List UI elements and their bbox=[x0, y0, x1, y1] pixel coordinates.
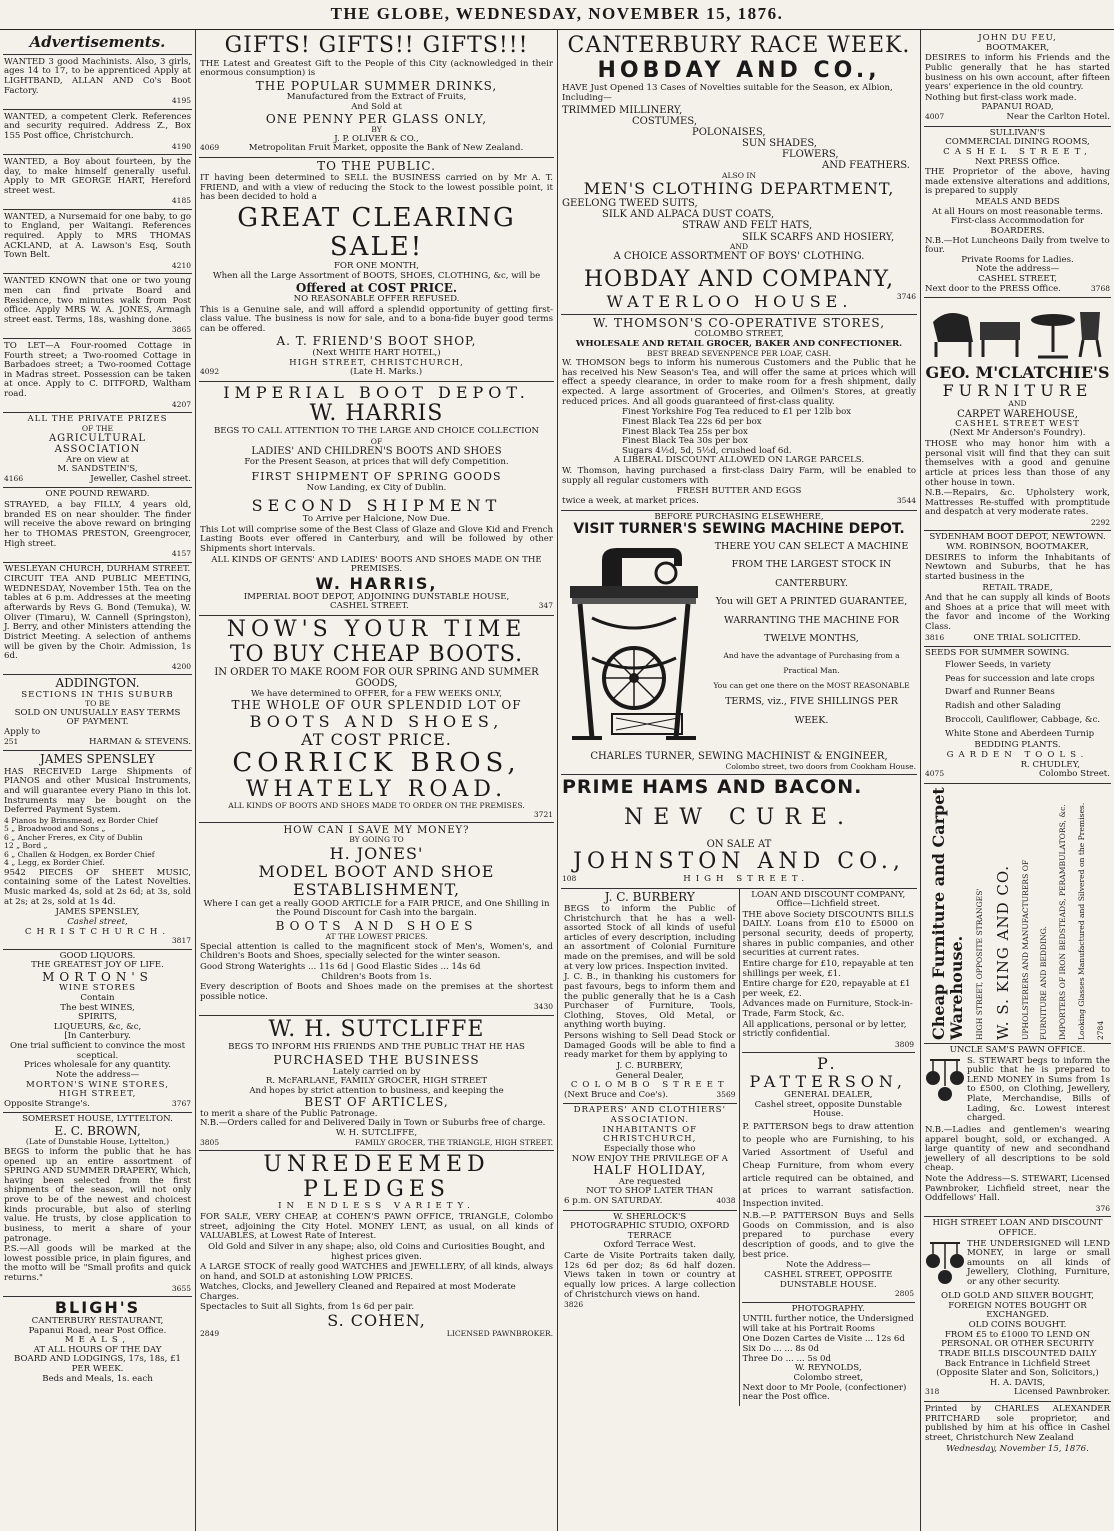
ad-hobday: CANTERBURY RACE WEEK. HOBDAY AND CO., HAVE Just Opened 13 Cases of Novelties suitable for the Season, ex Albion, Including— TRIMMED MILLINERY, COSTUMES, POLONAISES, SUN SHADES, FLOWERS, AND FEATHERS. ALSO IN MEN'S CLOTHING DEPARTMENT, GEELONG TWEED SUITS, SILK AND ALPACA DUST COATS, STRAW AND FELT HATS, SILK SCARFS AND HOSIERY, AND A CHOICE ASSORTMENT OF BOYS' CLOTHING. HOBDAY AND COMPANY, WATERLOO HOUSE. 3746 bbox=[561, 32, 917, 315]
ad-prizes: ALL THE PRIVATE PRIZES OF THE AGRICULTURAL ASSOCIATION Are on view at M. SANDSTEIN'S, 4166 Jeweller, Cashel street. bbox=[3, 413, 192, 488]
ad-mortons: GOOD LIQUORS. THE GREATEST JOY OF LIFE. MORTON'S WINE STORES Contain The best WINES, SPIRITS, LIQUEURS, &c, &c, [In Canterbury. One trial sufficient to convince the most sceptical. Prices wholesale for any quantity. Note the address— MORTON'S WINE STORES, HIGH STREET, Opposite Strange's. 3767 bbox=[3, 950, 192, 1114]
ad-brown: SOMERSET HOUSE, LYTTELTON. E. C. BROWN, (Late of Dunstable House, Lyttelton,) BEGS to inform the public that he has opened up an entire assortment of SPRING AND SUMMER DRAPERY, Which, having been selected from the first shipments of the season, will not only prove to be of the newest and choicest kinds procurable, but also of sterling value. He trusts, by close application to business, to merit a share of your patronage. P.S.—All goods will be marked at the lowest possible price, in plain figures, and the motto will be "Small profits and quick returns." 3655 bbox=[3, 1113, 192, 1297]
ad-friend: TO THE PUBLIC. IT having been determined to SELL the BUSINESS carried on by Mr A. T. FRIEND, and with a view of reducing the Stock to the lowest possible point, it has been decided to hold a GREAT CLEARING SALE! FOR ONE MONTH, When all the Large Assortment of BOOTS, SHOES, CLOTHING, &c, will be Offered at COST PRICE. NO REASONABLE OFFER REFUSED. This is a Genuine sale, and will afford a splendid opportunity of getting first-class value. The business is now for sale, and to a bona-fide buyer good terms can be offered. A. T. FRIEND'S BOOT SHOP, (Next WHITE HART HOTEL,) HIGH STREET, CHRISTCHURCH, 4092 (Late H. Marks.) bbox=[199, 158, 554, 382]
ad-machinists: WANTED 3 good Machinists. Also, 3 girls, ages 14 to 17, to be apprenticed Apply at LIGHTBAND, ALLAN AND Co's Boot Factory. 4195 bbox=[3, 55, 192, 110]
ad-drapers: DRAPERS' AND CLOTHIERS' ASSOCIATION. INHABITANTS OF CHRISTCHURCH, Especially those who NOW ENJOY THE PRIVILEGE OF A HALF HOLIDAY, Are requested NOT TO SHOP LATER THAN 6 p.m. ON SATURDAY. 4038 bbox=[563, 1104, 737, 1210]
ad-cohen: UNREDEEMED PLEDGES IN ENDLESS VARIETY. FOR SALE, VERY CHEAP, at COHEN'S PAWN OFFICE, TRIANGLE, Colombo street, adjoining the City Hotel. MONEY LENT, as usual, on all kinds of VALUABLES, at Lowest Rate of Interest. Old Gold and Silver in any shape; also, old Coins and Curiosities Bought, and highest prices given. A LARGE STOCK of really good WATCHES and JEWELLERY, of all kinds, always on hand, and SOLD at astonishing LOW PRICES. Watches, Clocks, and Jewellery Cleaned and Repaired at most Moderate Charges. Spectacles to Suit all Sights, from 1s 6d per pair. S. COHEN, 2849 LICENSED PAWNBROKER. bbox=[200, 1152, 553, 1339]
clothing-list: GEELONG TWEED SUITS, SILK AND ALPACA DUST COATS, STRAW AND FELT HATS, SILK SCARFS AND HOSIERY, bbox=[562, 198, 895, 243]
advertisements-header: Advertisements. bbox=[3, 32, 192, 55]
ad-king: Cheap Furniture and Carpet Warehouse. HIGH STREET, OPPOSITE STRANGES' W. S. KING AND CO. UPHOLSTERERS AND MANUFACTURERS OF FURNITURE AND BEDDING. IMPORTERS OF IRON BEDSTEADS, PERAMBULATORS, &c. Looking Glasses Manufactured and Silvered on the Premises. 2784 bbox=[924, 784, 1111, 1044]
ad-burbery: J. C. BURBERY BEGS to inform the Public of Christchurch that he has a well-assorted Stock of all kinds of useful articles of every description, including an assortment of Colonial Furniture made on the premises, and will be sold at very low prices. Inspection invited. J. C. B., in thanking his customers for past favours, begs to inform them and the public generally that he is a Cash Purchaser of Furniture, Tools, Clothing, Stoves, Old Metal, or anything worth buying. Persons wishing to Sell Dead Stock or Damaged Goods will be able to find a ready market for them by applying to J. C. BURBERY, General Dealer, COLOMBO STREET (Next Bruce and Coe's). 3569 bbox=[563, 889, 737, 1105]
ad-blighs: BLIGH'S CANTERBURY RESTAURANT, Papanui Road, near Post Office. MEALS, AT ALL HOURS OF THE DAY BOARD AND LODGINGS, 17s, 18s, £1 PER WEEK. Beds and Meals, 1s. each bbox=[13, 1298, 182, 1384]
sewing-machine-illustration bbox=[562, 538, 707, 752]
column-4 bbox=[921, 30, 1114, 1531]
column-2 bbox=[196, 30, 558, 1531]
ad-sutcliffe: W. H. SUTCLIFFE BEGS TO INFORM HIS FRIENDS AND THE PUBLIC THAT HE HAS PURCHASED THE BUSINESS Lately carried on by R. McFARLANE, FAMILY GROCER, HIGH STREET And hopes by strict attention to business, and keeping the BEST OF ARTICLES, to merit a share of the Public Patronage. N.B.—Orders called for and Delivered Daily in Town or Suburbs free of charge. W. H. SUTCLIFFE, 3805 FAMILY GROCER, THE TRIANGLE, HIGH STREET. bbox=[199, 1016, 554, 1151]
ad-boy: WANTED, a Boy about fourteen, by the day, to make himself generally useful. Apply to MR GEORGE HART, Hereford street west. 4185 bbox=[3, 155, 192, 210]
tea-price-list: Finest Yorkshire Fog Tea reduced to £1 per 12lb box Finest Black Tea 22s 6d per box Finest Black Tea 25s per box Finest Black Tea 30s per box Sugars 4½d, 5d, 5½d, crushed loaf 6d. bbox=[622, 407, 852, 456]
ad-nursemaid: WANTED, a Nursemaid for one baby, to go to England, per Waitangi. References required. Apply to MRS THOMAS ACKLAND, at A. Lawson's Esq, South Town Belt. 4210 bbox=[3, 210, 192, 275]
masthead: THE GLOBE, WEDNESDAY, NOVEMBER 15, 1876. bbox=[0, 0, 1114, 30]
ad-gifts: GIFTS! GIFTS!! GIFTS!!! THE Latest and Greatest Gift to the People of this City (acknowledged in their enormous consumption) is THE POPULAR SUMMER DRINKS, Manufactured from the Extract of Fruits, And Sold at ONE PENNY PER GLASS ONLY, BY J. P. OLIVER & CO., 4069 Metropolitan Fruit Market, opposite the Bank of New Zealand. bbox=[199, 32, 554, 158]
ad-sullivan: SULLIVAN'S COMMERCIAL DINING ROOMS, CASHEL STREET, Next PRESS Office. THE Proprietor of the above, having made extensive alterations and additions, is prepared to supply MEALS AND BEDS At all Hours on most reasonable terms. First-class Accommodation for BOARDERS. N.B.—Hot Luncheons Daily from twelve to four. Private Rooms for Ladies. Note the address— CASHEL STREET, Next door to the PRESS Office. 3768 bbox=[924, 127, 1111, 299]
column-3 bbox=[558, 30, 921, 1531]
ad-sherlock: W. SHERLOCK'S PHOTOGRAPHIC STUDIO, OXFORD TERRACE Oxford Terrace West. Carte de Visite Portraits taken daily, 12s 6d per doz; 8s 6d half dozen. Views taken in town or country at equally low prices. A large collection of Christchurch views on hand. 3826 bbox=[564, 1211, 736, 1310]
ad-thomson: W. THOMSON'S CO-OPERATIVE STORES, COLOMBO STREET, WHOLESALE AND RETAIL GROCER, BAKER AND CONFECTIONER. BEST BREAD SEVENPENCE PER LOAF, CASH. W. THOMSON begs to inform his numerous Customers and the Public that he has received his New Season's Tea, and will offer the same at prices which will effect a speedy clearance, in order to make room for a fresh shipment, daily expected. A large assortment of Groceries, and Oilmen's Stores, at greatly reduced prices. And all goods guaranteed of first-class quality. Finest Yorkshire Fog Tea reduced to £1 per 12lb box Finest Black Tea 22s 6d per box Finest Black Tea 25s per box Finest Black Tea 30s per box Sugars 4½d, 5d, 5½d, crushed loaf 6d. A LIBERAL DISCOUNT ALLOWED ON LARGE PARCELS. W. Thomson, having purchased a first-class Dairy Farm, will be enabled to supply all regular customers with FRESH BUTTER AND EGGS twice a week, at market prices. 3544 bbox=[561, 315, 917, 511]
ad-johnston: PRIME HAMS AND BACON. NEW CURE. ON SALE AT JOHNSTON AND CO., 108 HIGH STREET. bbox=[561, 775, 917, 888]
ad-mclatchie: GEO. M'CLATCHIE'S FURNITURE AND CARPET WAREHOUSE, CASHEL STREET WEST (Next Mr Anderson's Foundry). THOSE who may honor him with a personal visit will find that they can suit themselves with a good and genuine article at prices less than those of any other house in town. N.B.—Repairs, &c. Upholstery work, Mattresses Re-stuffed with promptitude and despatch at very moderate rates. 2292 bbox=[924, 298, 1111, 531]
ad-clerk: WANTED, a competent Clerk. References and security required. Address Z., Box 155 Post office, Christchurch. 4190 bbox=[3, 110, 192, 155]
seed-list: Flower Seeds, in variety Peas for succession and late crops Dwarf and Runner Beans Radish and other Salading Broccoli, Cauliflower, Cabbage, &c. White Stone and Aberdeen Turnip bbox=[945, 659, 1101, 739]
ad-patterson: P. PATTERSON, GENERAL DEALER, Cashel street, opposite Dunstable House. P. PATTERSON begs to draw attention to people who are Furnishing, to his Varied Assortment of Useful and Cheap Furniture, from whom every article required can be obtained, and at prices to warrant satisfaction. Inspection invited. N.B.—P. PATTERSON Buys and Sells Goods on Commission, and is also prepared to purchase every description of goods, and to give the best price. Note the Address— CASHEL STREET, OPPOSITE DUNSTABLE HOUSE. 2805 bbox=[742, 1053, 916, 1302]
pawnbroker-balls-icon-2 bbox=[925, 1239, 967, 1293]
ad-chudley: SEEDS FOR SUMMER SOWING. Flower Seeds, in variety Peas for succession and late crops Dwarf and Runner Beans Radish and other Salading Broccoli, Cauliflower, Cabbage, &c. White Stone and Aberdeen Turnip BEDDING PLANTS. GARDEN TOOLS. R. CHUDLEY, 4075 Colombo Street. bbox=[924, 647, 1111, 784]
ad-spensley: JAMES SPENSLEY HAS RECEIVED Large Shipments of PIANOS and other Musical Instruments, and will guarantee every Piano in this lot. Instruments may be bought on the Deferred Payment System. 4 Pianos by Brinsmead, ex Border Chief 5 „ Broadwood and Sons „ 6 „ Ancher Freres, ex City of Dublin 12 „ Bord „ 6 „ Challen & Hodgen, ex Border Chief 4 „ Legg, ex Border Chief. 9542 PIECES OF SHEET MUSIC, containing some of the Latest Novelties. Music marked 4s, sold at 2s 6d; at 3s, sold at 2s; at 2s, sold at 1s 4d. JAMES SPENSLEY, Cashel street, CHRISTCHURCH. 3817 bbox=[3, 751, 192, 949]
ad-corrick: NOW'S YOUR TIME TO BUY CHEAP BOOTS. IN ORDER TO MAKE ROOM FOR OUR SPRING AND SUMMER GOODS, We have determined to OFFER, for a FEW WEEKS ONLY, THE WHOLE OF OUR SPLENDID LOT OF BOOTS AND SHOES, AT COST PRICE. CORRICK BROS, WHATELY ROAD. ALL KINDS OF BOOTS AND SHOES MADE TO ORDER ON THE PREMISES. 3721 bbox=[199, 616, 554, 823]
ad-harris: IMPERIAL BOOT DEPOT. W. HARRIS BEGS TO CALL ATTENTION TO THE LARGE AND CHOICE COLLECTION OF LADIES' AND CHILDREN'S BOOTS AND SHOES For the Present Season, at prices that will defy Competition. FIRST SHIPMENT OF SPRING GOODS Now Landing, ex City of Dublin. SECOND SHIPMENT To Arrive per Halcione, Now Due. This Lot will comprise some of the Best Class of Glaze and Glove Kid and French Lasting Boots ever offered in Canterbury, and will be followed by other Shipments short intervals. ALL KINDS OF GENTS' AND LADIES' BOOTS AND SHOES MADE ON THE PREMISES. W. HARRIS, IMPERIAL BOOT DEPOT, ADJOINING DUNSTABLE HOUSE, CASHEL STREET. 347 bbox=[199, 382, 554, 616]
ad-board: WANTED KNOWN that one or two young men can find private Board and Residence, two minutes walk from Post office. Apply MRS W. A. JONES, Armagh street east. Terms, 18s, washing done. 3865 bbox=[3, 274, 192, 339]
ad-to-let: TO LET—A Four-roomed Cottage in Fourth street; a Two-roomed Cottage in Barbadoes street; a Two-roomed Cottage in Madras street. Possession can be taken at once. Apply to C. DITFORD, Waltham road. 4207 bbox=[3, 339, 192, 413]
pawnbroker-balls-icon bbox=[925, 1056, 967, 1125]
novelty-list: TRIMMED MILLINERY, COSTUMES, POLONAISES, SUN SHADES, FLOWERS, AND FEATHERS. bbox=[562, 104, 910, 172]
ad-davis: HIGH STREET LOAN AND DISCOUNT OFFICE. THE UNDERSIGNED will LEND MONEY, in large or small amounts on all kinds of Jewellery, Clothing, Furniture, or any other security. OLD GOLD AND SILVER BOUGHT, FOREIGN NOTES BOUGHT OR EXCHANGED. OLD COINS BOUGHT. FROM £5 to £1000 TO LEND ON PERSONAL OR OTHER SECURITY TRADE BILLS DISCOUNTED DAILY Back Entrance in Lichfield Street (Opposite Slater and Son, Solicitors,) H. A. DAVIS, 318 Licensed Pawnbroker. bbox=[924, 1217, 1111, 1402]
ad-reward: ONE POUND REWARD. STRAYED, a bay FILLY, 4 years old, branded ES on near shoulder. The finder will receive the above reward on bringing her to THOMAS PRESTON, Greengrocer, High street. 4157 bbox=[3, 488, 192, 562]
ad-wesleyan: WESLEYAN CHURCH, DURHAM STREET. CIRCUIT TEA AND PUBLIC MEETING, WEDNESDAY, November 15th. Tea on the tables at 6 p.m. Addresses at the meeting afterwards by Revs G. Bond (Temuka), W. Oliver (Timaru), W. Cannell (Springston), J. Berry, and other Ministers attending the District Meeting. A selection of anthems will be given by the Choir. Admission, 1s 6d. 4200 bbox=[3, 563, 192, 676]
ad-loan: LOAN AND DISCOUNT COMPANY, Office—Lichfield street. THE above Society DISCOUNTS BILLS DAILY. Loans from £10 to £5000 on personal security, deeds of property, shares in public companies, and other securities at current rates. Entire charge for £10, repayable at ten shillings per week, £1. Entire charge for £20, repayable at £1 per week, £2. Advances made on Furniture, Stock-in-Trade, Farm Stock, &c. All applications, personal or by letter, strictly confidential. 3809 bbox=[742, 889, 916, 1054]
ad-turner: BEFORE PURCHASING ELSEWHERE, VISIT TURNER'S SEWING MACHINE DEPOT. THERE YOU CAN SELECT A MACHINE FROM THE LARGEST STOCK IN CANTERBURY. You will GET A PRINTED GUARANTEE, WARRANTING THE MACHINE FOR TWELVE MONTHS, And have the advantage of Purchasing from a Practical Man. You can get one there on the MOST REASONABLE TERMS, viz., FIVE SHILLINGS PER WEEK. CHARLES TURNER, SEWING MACHINIST & ENGINEER, Colombo street, two doors from Cookham House. bbox=[561, 511, 917, 776]
furniture-illustration bbox=[925, 302, 1110, 362]
ad-jones: HOW CAN I SAVE MY MONEY? BY GOING TO H. JONES' MODEL BOOT AND SHOE ESTABLISHMENT, Where I can get a really GOOD ARTICLE for a FAIR PRICE, and One Shilling in the Pound Discount for Cash into the bargain. BOOTS AND SHOES AT THE LOWEST PRICES. Special attention is called to the magnificent stock of Men's, Women's, and Children's Boots and Shoes, specially selected for the winter season. Good Strong Waterights ... 11s 6d | Good Elastic Sides ... 14s 6d Children's Boots from 1s. Every description of Boots and Shoes made on the premises at the shortest possible notice. 3430 bbox=[199, 823, 554, 1016]
ad-du-feu: JOHN DU FEU, BOOTMAKER, DESIRES to inform his Friends and the Public generally that he has started business on his own account, after fifteen years' experience in the old country. Nothing but first-class work made. PAPANUI ROAD, 4007 Near the Carlton Hotel. bbox=[924, 32, 1111, 127]
column-1 bbox=[0, 30, 196, 1531]
ad-robinson: SYDENHAM BOOT DEPOT, NEWTOWN. WM. ROBINSON, BOOTMAKER, DESIRES to inform the Inhabitants of Newtown and Suburbs, that he has started business in the RETAIL TRADE, And that he can supply all kinds of Boots and Shoes at a price that will meet with the favor and income of the Working Class. 3816 ONE TRIAL SOLICITED. bbox=[924, 531, 1111, 647]
ad-photography: PHOTOGRAPHY. UNTIL further notice, the Undersigned will take at his Portrait Rooms One Dozen Cartes de Visite ... 12s 6d Six Do ... ... 8s 0d Three Do ... ... 5s 0d W. REYNOLDS, Colombo street, Next door to Mr Poole, (confectioner) near the Post office. bbox=[742, 1303, 914, 1403]
ad-stewart: UNCLE SAM'S PAWN OFFICE. S. STEWART begs to inform the public that he is prepared to LEND MONEY in Sums from 1s to £500, on Clothing, Jewellery, Plate, Merchandise, Bills of Lading, &c. Lowest interest charged. N.B.—Ladies and gentlemen's wearing apparel bought, sold, or exchanged. A large quantity of new and secondhand jewellery of all descriptions to be sold cheap. Note the Address—S. STEWART, Licensed Pawnbroker, Lichfield street, near the Oddfellows' Hall. 376 bbox=[924, 1044, 1111, 1217]
ad-addington: ADDINGTON. SECTIONS IN THIS SUBURB TO BE SOLD ON UNUSUALLY EASY TERMS OF PAYMENT. Apply to 251 HARMAN & STEVENS. bbox=[3, 675, 192, 751]
piano-list: 4 Pianos by Brinsmead, ex Border Chief 5 „ Broadwood and Sons „ 6 „ Ancher Freres, ex City of Dublin 12 „ Bord „ 6 „ Challen & Hodgen, ex Border Chief 4 „ Legg, ex Border Chief. bbox=[4, 815, 158, 868]
imprint: Printed by CHARLES ALEXANDER PRITCHARD sole proprietor, and published by him at his office in Cashel street, Christchurch New Zealand Wednesday, November 15, 1876. bbox=[925, 1404, 1110, 1454]
